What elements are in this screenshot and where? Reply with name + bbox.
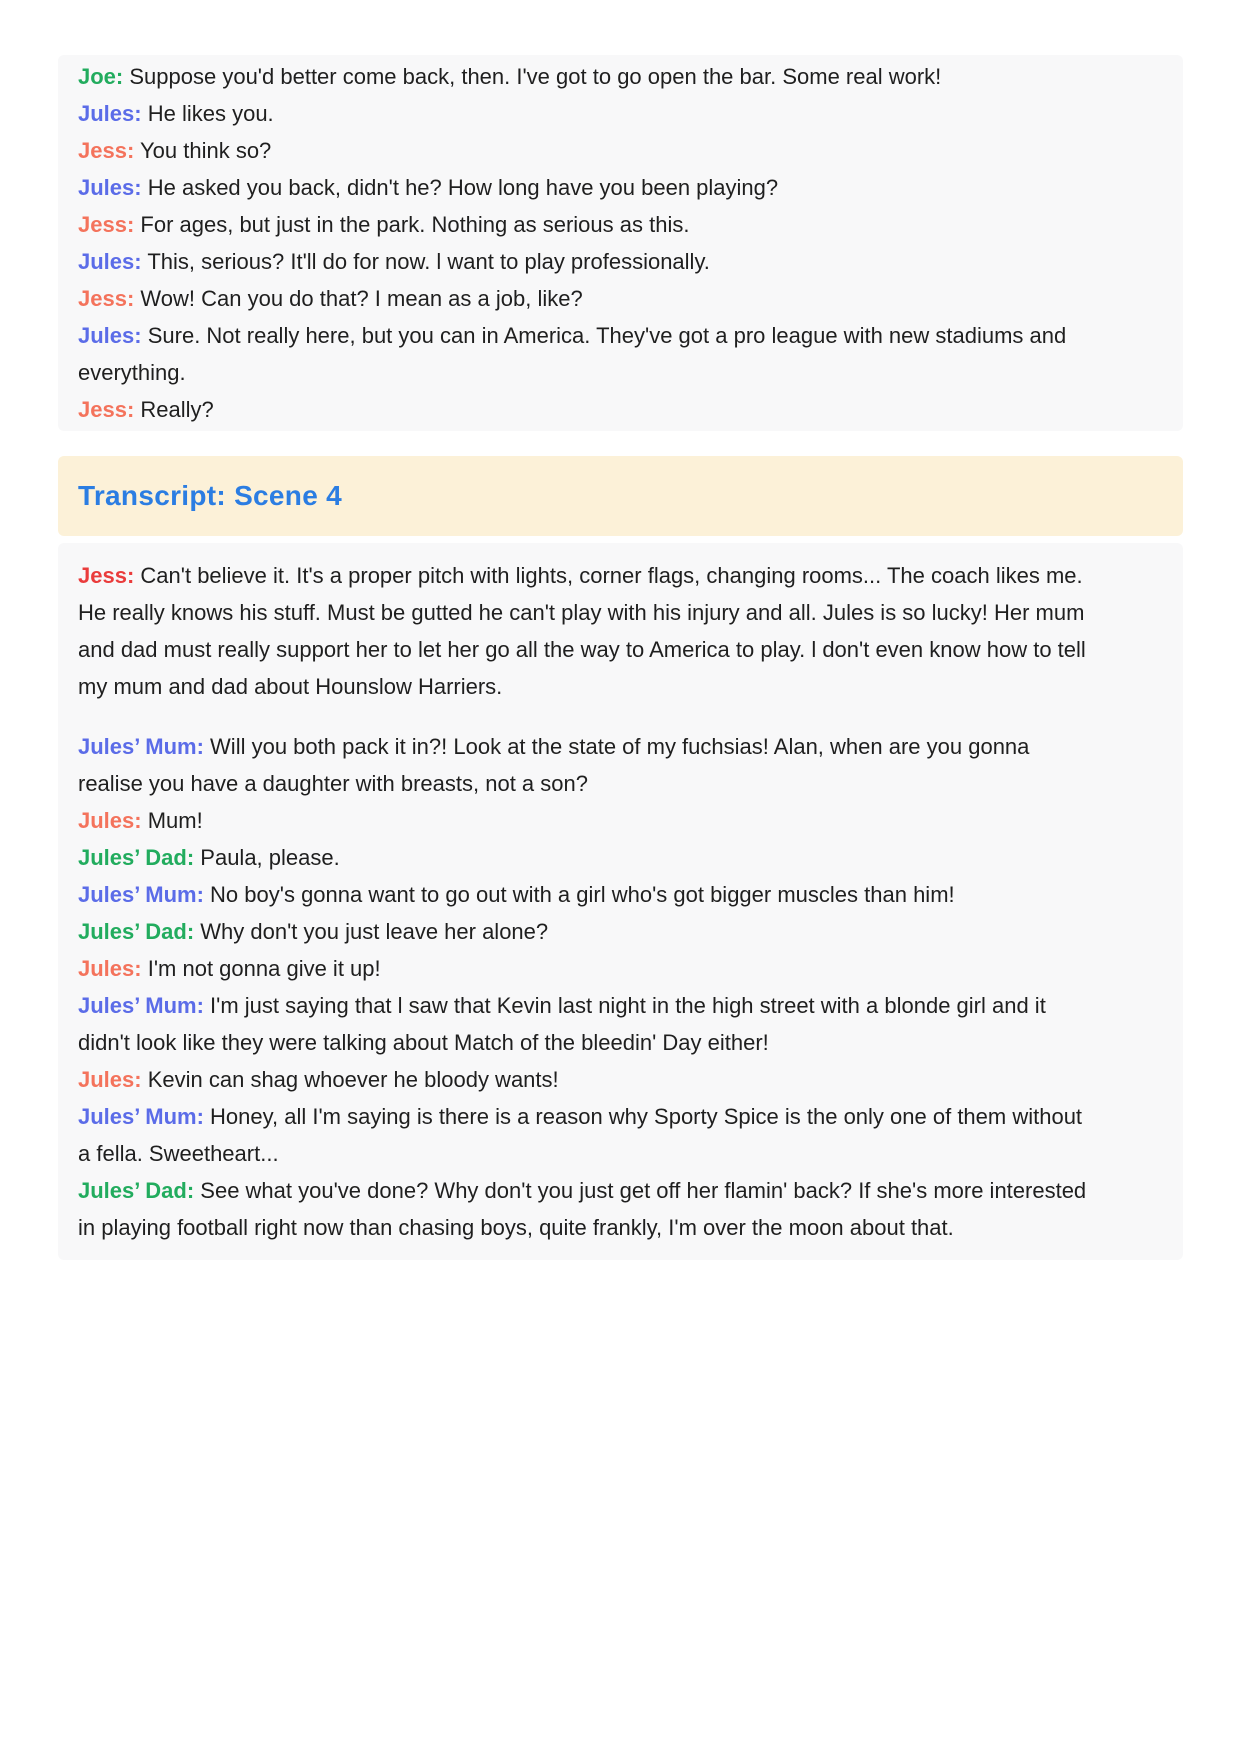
dialogue-line [78, 317, 1098, 391]
speaker-label: Jules’ Mum: [78, 1104, 204, 1129]
dialogue-line [78, 280, 1098, 317]
speaker-label: Jules’ Mum: [78, 734, 204, 759]
dialogue-text: Mum! [147, 808, 203, 833]
speaker-label: Joe: [78, 64, 124, 89]
speaker-label: Jess: [78, 212, 135, 237]
dialogue-text: For ages, but just in the park. Nothing as serious as this. [140, 212, 690, 237]
speaker-label: Jules’ Mum: [78, 882, 204, 907]
speaker-label: Jess: [78, 286, 135, 311]
dialogue-line [78, 95, 1098, 132]
dialogue-text: Really? [140, 397, 214, 422]
dialogue-text: Why don't you just leave her alone? [200, 919, 549, 944]
monologue-paragraph [78, 557, 1098, 705]
speaker-label: Jules’ Mum: [78, 993, 204, 1018]
dialogue-line [78, 950, 1098, 987]
speaker-label: Jess: [78, 397, 135, 422]
dialogue-line [78, 58, 1098, 95]
dialogue-text: No boy's gonna want to go out with a girl who's got bigger muscles than him! [210, 882, 955, 907]
dialogue-line [78, 1172, 1098, 1246]
dialogue-text: You think so? [140, 138, 272, 163]
dialogue-text: See what you've done? Why don't you just get off her flamin' back? If she's more interested in playing football right now than chasing boys, quite frankly, I'm over the moon about that. [78, 1178, 1087, 1240]
dialogue-text: Honey, all I'm saying is there is a reason why Sporty Spice is the only one of them without a fella. Sweetheart... [78, 1104, 1083, 1166]
dialogue-text: Paula, please. [200, 845, 340, 870]
scene-banner [58, 456, 1183, 536]
dialogue-text: He likes you. [147, 101, 274, 126]
speaker-label: Jess: [78, 138, 135, 163]
dialogue-text: Kevin can shag whoever he bloody wants! [147, 1067, 559, 1092]
speaker-label: Jules’ Dad: [78, 1178, 195, 1203]
transcript-box-scene4 [58, 543, 1183, 1260]
dialogue-paragraph [78, 728, 1098, 1246]
dialogue-text: This, serious? It'll do for now. l want to play professionally. [147, 249, 710, 274]
dialogue-line [78, 1061, 1098, 1098]
transcript-box-scene4-content [78, 557, 1098, 1246]
dialogue-line [78, 169, 1098, 206]
dialogue-text: Wow! Can you do that? I mean as a job, like? [140, 286, 583, 311]
dialogue-line [78, 1098, 1098, 1172]
speaker-label: Jules: [78, 249, 142, 274]
dialogue-text: He asked you back, didn't he? How long have you been playing? [147, 175, 779, 200]
speaker-label: Jules: [78, 101, 142, 126]
dialogue-line [78, 876, 1098, 913]
dialogue-line [78, 391, 1098, 428]
speaker-label: Jess: [78, 563, 135, 588]
speaker-label: Jules: [78, 808, 142, 833]
scene-title: Transcript: Scene 4 [78, 480, 343, 511]
dialogue-line [78, 557, 1098, 705]
dialogue-line [78, 728, 1098, 802]
dialogue-line [78, 132, 1098, 169]
speaker-label: Jules’ Dad: [78, 919, 195, 944]
dialogue-line [78, 987, 1098, 1061]
dialogue-text: I'm just saying that l saw that Kevin last night in the high street with a blonde girl and it didn't look like they were talking about Match of the bleedin' Day either! [78, 993, 1046, 1055]
dialogue-text: Will you both pack it in?! Look at the state of my fuchsias! Alan, when are you gonna realise you have a daughter with breasts, not a son? [78, 734, 1030, 796]
speaker-label: Jules: [78, 956, 142, 981]
speaker-label: Jules: [78, 175, 142, 200]
dialogue-line [78, 802, 1098, 839]
transcript-box-top-content [78, 58, 1098, 428]
speaker-label: Jules: [78, 1067, 142, 1092]
transcript-box-top [58, 55, 1183, 431]
dialogue-text: Suppose you'd better come back, then. I've got to go open the bar. Some real work! [129, 64, 942, 89]
speaker-label: Jules: [78, 323, 142, 348]
speaker-label: Jules’ Dad: [78, 845, 195, 870]
dialogue-text: Can't believe it. It's a proper pitch with lights, corner flags, changing rooms... The coach likes me. He really knows his stuff. Must be gutted he can't play with his injury and all. Jules is so lucky! Her mum and dad must really support her to let her go all the way to America to play. l don't even know how to tell my mum and dad about Hounslow Harriers. [78, 563, 1086, 699]
dialogue-line [78, 913, 1098, 950]
dialogue-line [78, 839, 1098, 876]
dialogue-line [78, 243, 1098, 280]
dialogue-line [78, 206, 1098, 243]
dialogue-text: I'm not gonna give it up! [147, 956, 381, 981]
dialogue-text: Sure. Not really here, but you can in America. They've got a pro league with new stadiums and everything. [78, 323, 1067, 385]
